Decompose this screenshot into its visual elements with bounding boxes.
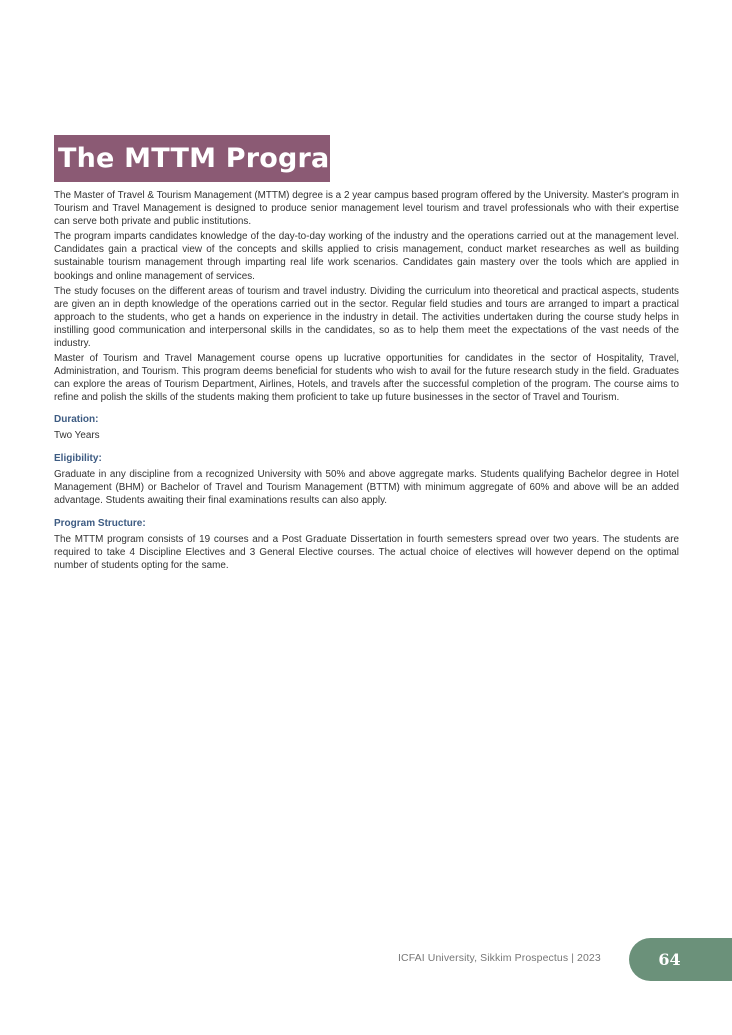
- footer-text: ICFAI University, Sikkim Prospectus | 2023: [398, 952, 601, 964]
- duration-heading: Duration:: [54, 413, 99, 425]
- title-banner: [54, 135, 358, 182]
- program-structure-value: The MTTM program consists of 19 courses and a Post Graduate Dissertation in fourth semesters spread over two years. The students are required to take 4 Discipline Electives and 3 General Elective courses. The actual choice of electives will however depend on the optimal number of students opting for the same.: [54, 533, 679, 571]
- program-knowledge-paragraph: The program imparts candidates knowledge of the day-to-day working of the industry and the operations carried out at the management level. Candidates gain a practical view of the concepts and skills applied to crisis management, conduct market researches as well as building sustainable tourism management through imparting real life work scenarios. Candidates gain mastery over the tools which are applied in bookings and online management of services.: [54, 231, 679, 282]
- eligibility-value: Graduate in any discipline from a recognized University with 50% and above aggregate marks. Students qualifying Bachelor degree in Hotel Management (BHM) or Bachelor of Travel and Tourism Management (BTTM) with minimum aggregate of 60% and above will be an added advantage. Students awaiting their final examinations results can also apply.: [54, 468, 679, 506]
- page-number-tab: [629, 938, 732, 981]
- career-opportunities-paragraph: Master of Tourism and Travel Management course opens up lucrative opportunities for candidates in the sector of Hospitality, Travel, Administration, and Tourism. This program deems beneficial for students who wish to avail for the future research study in the field. Graduates can explore the areas of Tourism Department, Airlines, Hotels, and travels after the successful completion of the program. The course aims to refine and polish the skills of the students making them proficient to take up future businesses in the sector of Travel and Tourism.: [54, 353, 679, 404]
- program-structure-heading: Program Structure:: [54, 517, 146, 529]
- study-focus-paragraph: The study focuses on the different areas of tourism and travel industry. Dividing the curriculum into theoretical and practical aspects, students are given an in depth knowledge of the operations carried out in the sector. Regular field studies and tours are arranged to impart a practical approach to the students, who get a hands on experience in the industry in detail. The activities undertaken during the course study helps in instilling good communication and interpersonal skills in the candidates, so as to help them meet the expectations of the vast needs of the industry.: [54, 285, 679, 350]
- page-title: The MTTM Program: [58, 143, 358, 174]
- main-content: [54, 189, 679, 574]
- page-number: 64: [658, 950, 681, 969]
- intro-paragraph: The Master of Travel & Tourism Management (MTTM) degree is a 2 year campus based program offered by the University. Master's program in Tourism and Travel Management is designed to produce senior management level tourism and travel professionals who with their expertise can serve both private and public institutions.: [54, 190, 679, 228]
- duration-value: Two Years: [54, 429, 100, 441]
- eligibility-heading: Eligibility:: [54, 452, 102, 464]
